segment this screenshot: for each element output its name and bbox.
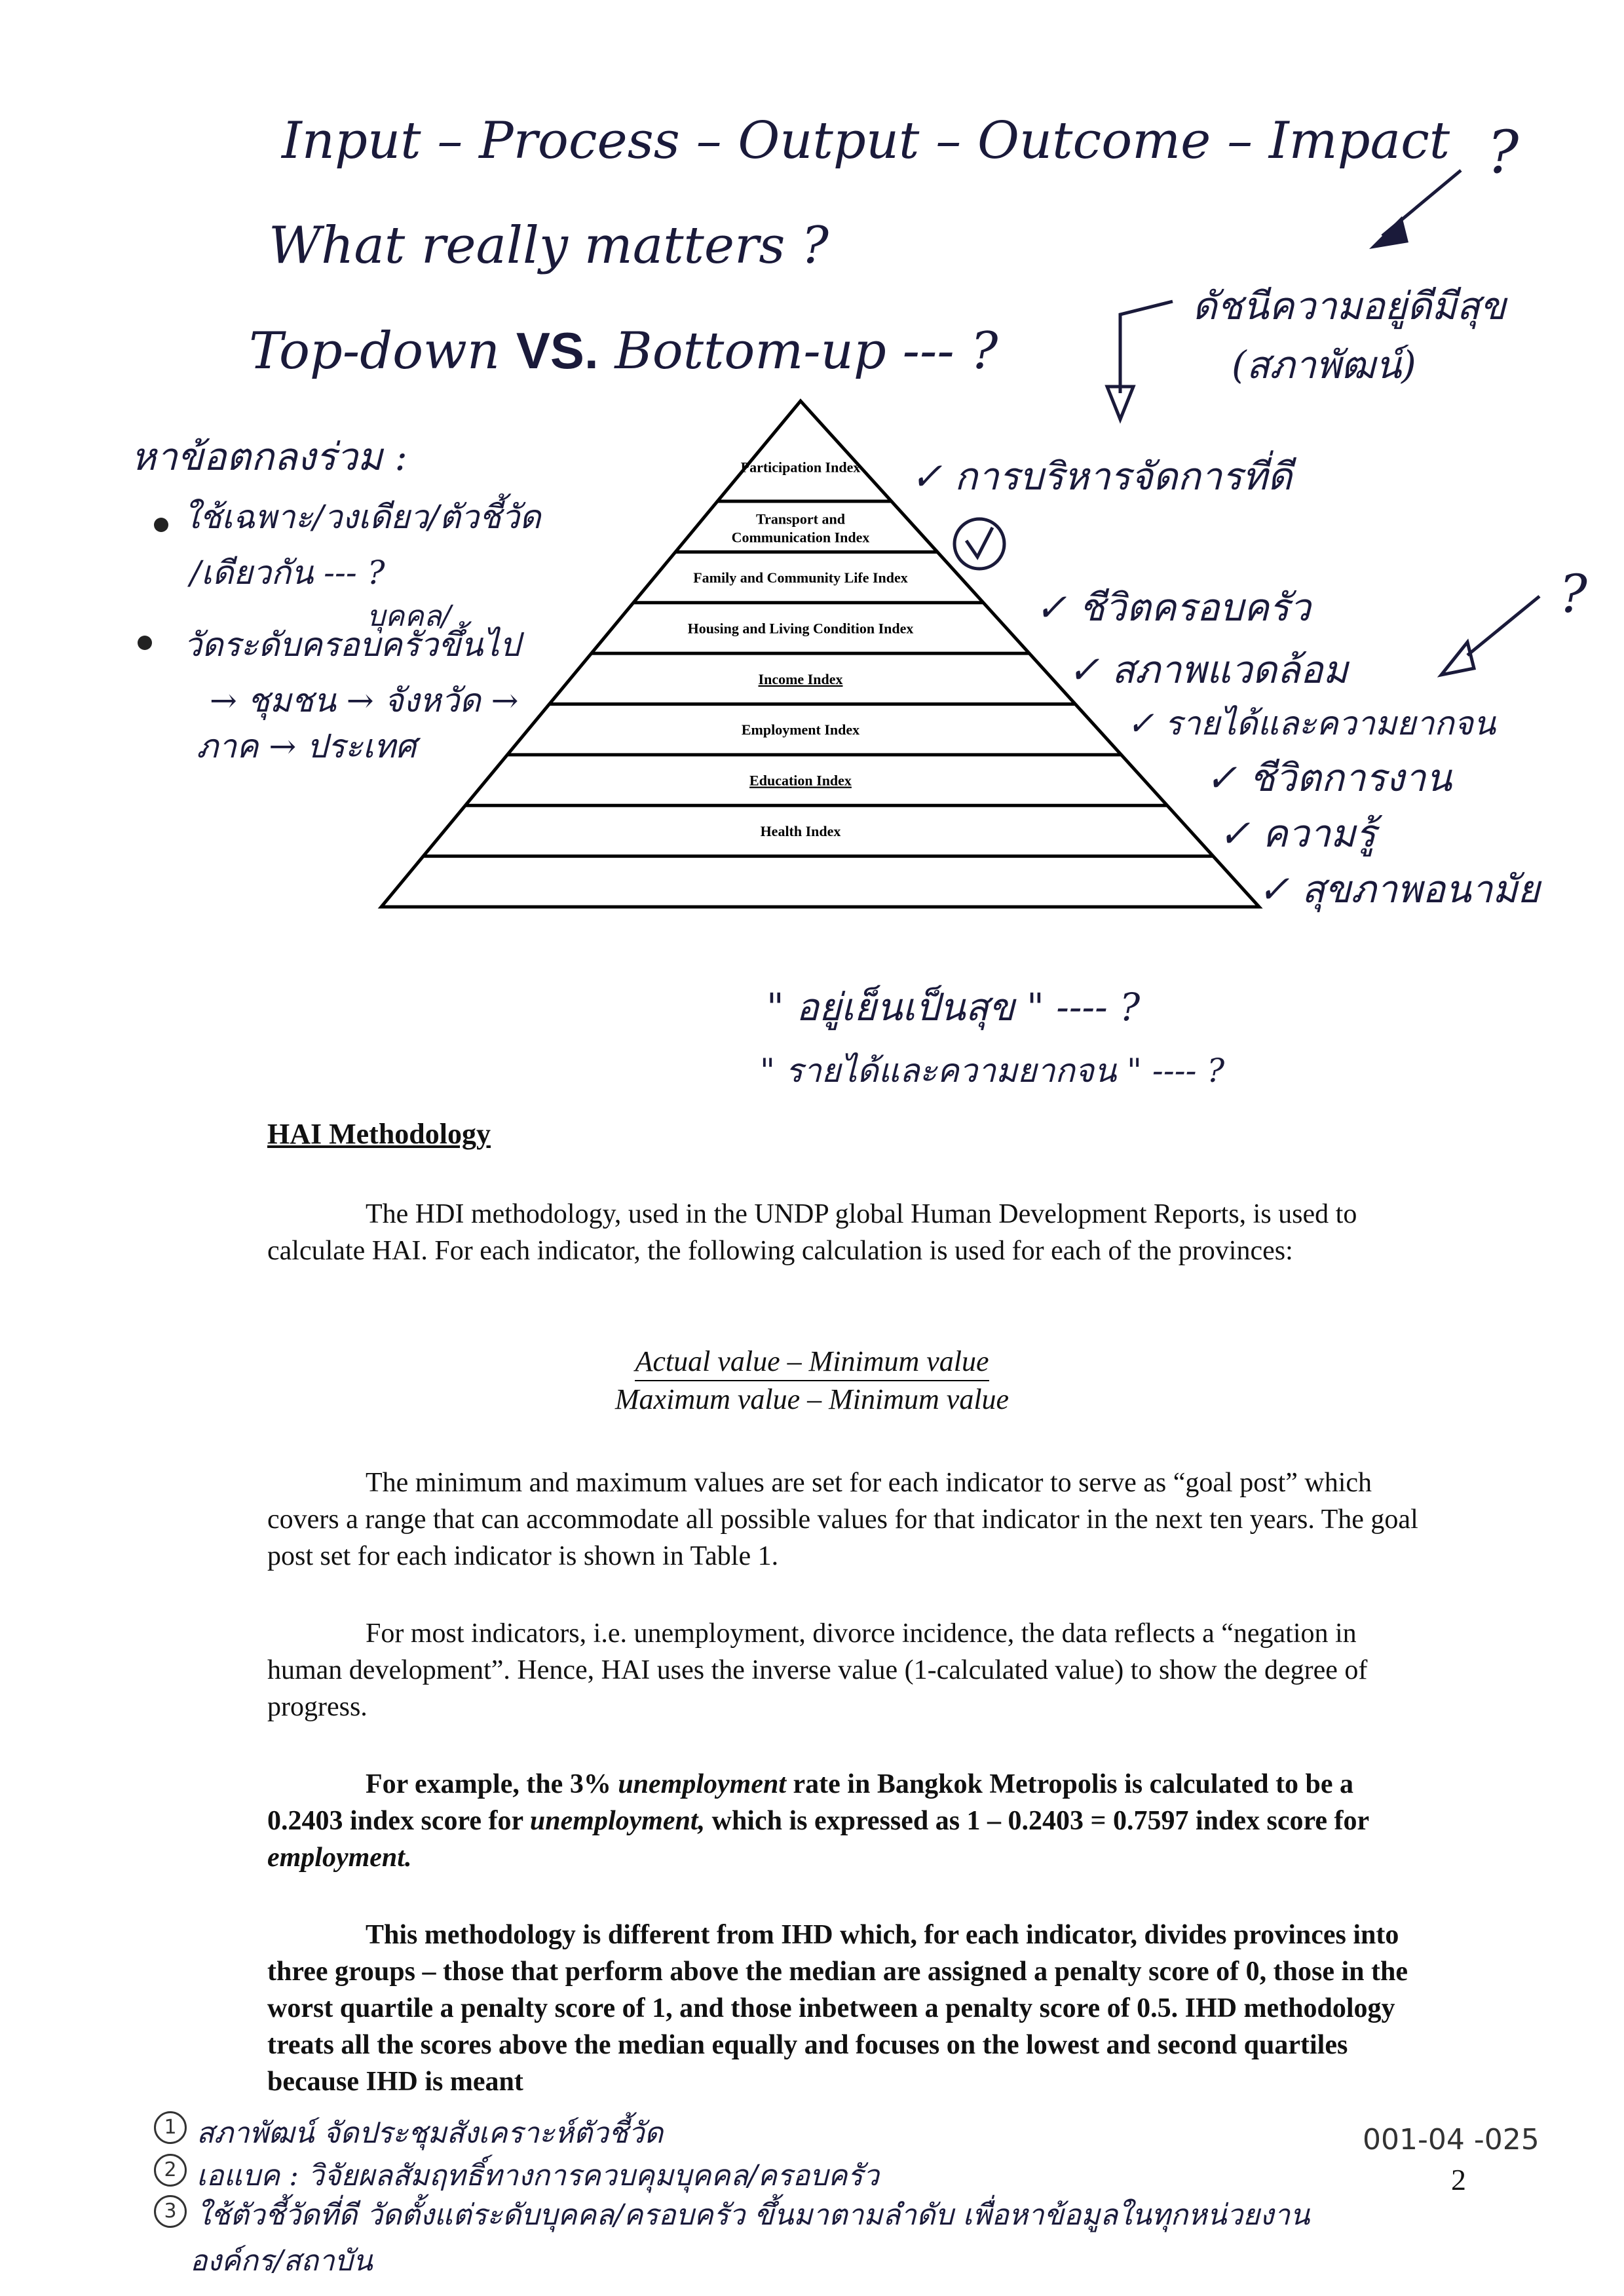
question-mark-top-right: ? (1487, 118, 1519, 187)
p4-e: which is expressed as 1 – 0.2403 = 0.7597 index score for (705, 1806, 1369, 1836)
thai-right-item-1: ✓ การบริหารจัดการที่ดี (911, 454, 1293, 499)
p4-a: For example, the 3% (366, 1769, 618, 1799)
check-in-circle (966, 527, 992, 557)
arrowhead-top-right (1369, 216, 1408, 249)
handwritten-what-matters: What really matters ? (269, 216, 829, 275)
thai-quote-2: " รายได้และความยากจน " ---- ? (760, 1052, 1225, 1090)
vs-text: VS. (516, 322, 599, 379)
pyramid-tier-label: Education Index (749, 772, 852, 789)
thai-left-b2-line2: → ชุมชน → จังหวัด → (210, 681, 519, 719)
thai-index-note-2: (สภาพัฒน์) (1232, 343, 1416, 387)
paragraph-4-text (267, 1766, 1420, 1876)
question-mark-right: ? (1559, 564, 1587, 624)
paragraph-3 (267, 1615, 1420, 1725)
thai-left-b2-line3: ภาค → ประเทศ (197, 727, 417, 765)
pyramid-tier-label: Transport and Communication Index (731, 510, 870, 546)
pyramid-tier-label: Income Index (758, 670, 843, 687)
thai-index-note-1: ดัชนีความอยู่ดีมีสุข (1192, 284, 1506, 328)
thai-right-item-4: ✓ รายได้และความยากจน (1127, 704, 1496, 742)
footnote-1: สภาพัฒน์ จัดประชุมสังเคราะห์ตัวชี้วัด (197, 2116, 664, 2150)
thai-left-b1-line2: /เดียวกัน --- ? (190, 554, 385, 592)
bottomup-text: Bottom-up --- ? (598, 322, 998, 381)
paragraph-5-text: This methodology is different from IHD which, for each indicator, divides provinces into three groups – those that perform above the median are assigned a penalty score of 0, those in the worst quartile a penalty score of 1, and those inbetween a penalty score of 0.5. IHD methodology treats all the scores above the median equally and focuses on the lowest and second quartiles because IHD is meant (267, 1920, 1408, 2097)
paragraph-2-text: The minimum and maximum values are set for each indicator to serve as “goal post” which covers a range that can accommodate all possible values for that indicator in the next ten years. The goal post set for each indicator is shown in Table 1. (267, 1468, 1418, 1571)
paragraph-1-text: The HDI methodology, used in the UNDP global Human Development Reports, is used to calculate HAI. For each indicator, the following calculation is used for each of the provinces: (267, 1199, 1357, 1266)
paragraph-2 (267, 1464, 1420, 1575)
thai-right-item-2: ✓ ชีวิตครอบครัว (1035, 585, 1311, 630)
thai-right-item-3: ✓ สภาพแวดล้อม (1068, 647, 1348, 692)
paragraph-5 (267, 1917, 1420, 2100)
topdown-text: Top-down (249, 322, 516, 381)
footnote-number-2: 2 (154, 2154, 187, 2187)
check-circle (954, 519, 1004, 569)
arrowhead-right (1441, 642, 1474, 675)
thai-right-item-5: ✓ ชีวิตการงาน (1205, 756, 1452, 800)
thai-left-b2-insert: บุคคล/ (367, 600, 451, 633)
thai-quote-1: " อยู่เย็นเป็นสุข " ---- ? (766, 985, 1141, 1029)
footnote-3: ใช้ตัวชี้วัดที่ดี วัดตั้งแต่ระดับบุคคล/ครอบครัว ขึ้นมาตามลำดับ เพื่อหาข้อมูลในทุกหน่วยงาน (197, 2198, 1310, 2232)
handwritten-ipo-chain: Input – Process – Output – Outcome – Impact (282, 111, 1450, 170)
pyramid-tier-label: Employment Index (741, 721, 860, 738)
thai-left-heading: หาข้อตกลงร่วม : (131, 434, 407, 479)
arrow-right (1467, 596, 1539, 655)
pyramid-tier-label: Participation Index (740, 459, 861, 476)
thai-right-item-7: ✓ สุขภาพอนามัย (1258, 867, 1540, 911)
pyramid-tier-label: Family and Community Life Index (693, 569, 908, 586)
formula-denominator: Maximum value – Minimum value (614, 1383, 1010, 1415)
footnote-number-3: 3 (154, 2195, 187, 2228)
thai-right-item-6: ✓ ความรู้ (1218, 811, 1376, 856)
formula-numerator: Actual value – Minimum value (635, 1343, 989, 1381)
formula (0, 1343, 1624, 1418)
p4-f: employment. (267, 1843, 412, 1873)
paragraph-4 (267, 1766, 1420, 1876)
footnote-2: เอแบค : วิจัยผลสัมฤทธิ์ทางการควบคุมบุคคล/ครอบครัว (197, 2159, 879, 2192)
p4-c: rate in Bangkok Metropolis is calculated to be a 0.2403 index score for (267, 1769, 1354, 1836)
document-code: 001-04 -025 (1363, 2123, 1539, 2156)
thai-left-b1-line1: ใช้เฉพาะ/วงเดียว/ตัวชี้วัด (183, 498, 541, 536)
section-heading: HAI Methodology (267, 1118, 491, 1150)
paragraph-1 (267, 1196, 1420, 1269)
p4-b: unemployment (618, 1769, 787, 1799)
p4-d: unemployment, (529, 1806, 706, 1836)
arrow-down (1120, 301, 1173, 393)
arrow-decorations (0, 0, 1624, 786)
footnote-number-1: 1 (154, 2111, 187, 2144)
footnote-3-continued: องค์กร/สถาบัน (190, 2244, 373, 2278)
pyramid-tier-label: Health Index (760, 822, 841, 839)
pyramid-tier-label: Housing and Living Condition Index (687, 620, 914, 637)
paragraph-3-text: For most indicators, i.e. unemployment, divorce incidence, the data reflects a “negation in human development”. Hence, HAI uses the inverse value (1-calculated value) to show the degree of progress. (267, 1618, 1368, 1722)
thai-left-b2-line1: วัดระดับครอบครัวขึ้นไป (183, 626, 521, 664)
page-number: 2 (1451, 2163, 1466, 2196)
